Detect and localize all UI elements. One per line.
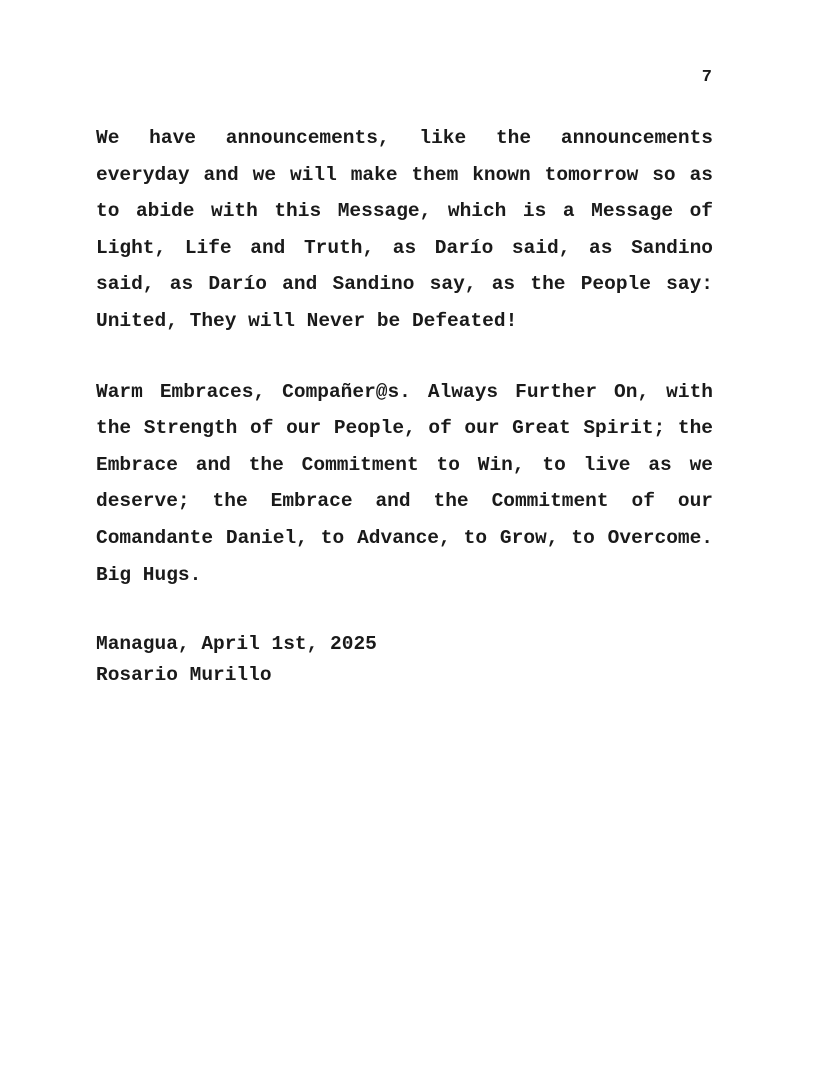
place-date: Managua, April 1st, 2025 <box>96 633 377 656</box>
paragraph-embraces: Warm Embraces, Compañer@s. Always Further On, with the Strength of our People, of our Great Spirit; the Embrace and the Commitment to Win, to live as we deserve; the Embrace and the Commitment of our Comandante Daniel, to Advance, to Grow, to Overcome. Big Hugs. <box>96 380 713 586</box>
document-body <box>96 120 713 691</box>
signoff-block <box>96 629 713 691</box>
paragraph-announcements: We have announcements, like the announcements everyday and we will make them known tomorrow so as to abide with this Message, which is a Message of Light, Life and Truth, as Darío said, as Sandino said, as Darío and Sandino say, as the People say: United, They will Never be Defeated! <box>96 127 713 332</box>
page-number: 7 <box>701 68 712 87</box>
signatory-name: Rosario Murillo <box>96 664 272 687</box>
